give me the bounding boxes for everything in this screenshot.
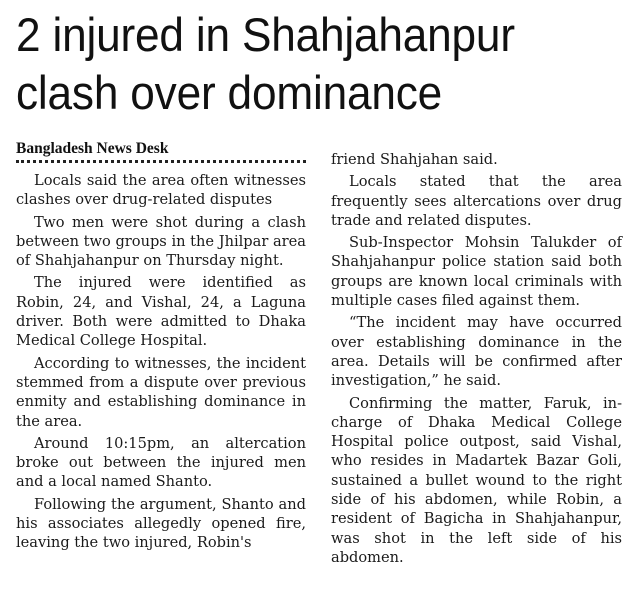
article-paragraph: Following the argument, Shanto and his associates allegedly opened fire, leaving the two injured, Robin's bbox=[16, 495, 306, 552]
headline-line-1: 2 injured in Shahjahanpur bbox=[16, 8, 515, 61]
article-paragraph: Two men were shot during a clash between two groups in the Jhilpar area of Shahjahanpur on Thursday night. bbox=[16, 213, 306, 270]
article-paragraph: Sub-Inspector Mohsin Talukder of Shahjahanpur police station said both groups are known local criminals with multiple cases filed against them. bbox=[331, 234, 622, 310]
article-paragraph: Around 10:15pm, an altercation broke out between the injured men and a local named Shanto. bbox=[16, 434, 306, 491]
article-paragraph: Locals stated that the area frequently sees altercations over drug trade and related disputes. bbox=[331, 173, 622, 229]
article-column-left bbox=[16, 171, 306, 556]
article-paragraph: Confirming the matter, Faruk, in-charge of Dhaka Medical College Hospital police outpost, said Vishal, who resides in Madartek Bazar Goli, sustained a bullet wound to the right side of his abdomen, while Robin, a resident of Bagicha in Shahjahanpur, was shot in the left side of his abdomen. bbox=[331, 394, 622, 566]
headline bbox=[16, 6, 626, 122]
article-paragraph: The injured were identified as Robin, 24, and Vishal, 24, a Laguna driver. Both were admitted to Dhaka Medical College Hospital. bbox=[16, 274, 306, 350]
article-paragraph: “The incident may have occurred over establishing dominance in the area. Details will be confirmed after investigation,” he said. bbox=[331, 314, 622, 390]
article-paragraph: Locals said the area often witnesses clashes over drug-related disputes bbox=[16, 172, 306, 209]
headline-line-2: clash over dominance bbox=[16, 66, 443, 119]
byline: Bangladesh News Desk bbox=[16, 140, 169, 157]
article-paragraph: According to witnesses, the incident stemmed from a dispute over previous enmity and establishing dominance in the area. bbox=[16, 354, 306, 430]
byline-divider bbox=[16, 160, 306, 163]
article-paragraph-continued: friend Shahjahan said. bbox=[331, 151, 498, 168]
article-column-right bbox=[331, 150, 622, 570]
